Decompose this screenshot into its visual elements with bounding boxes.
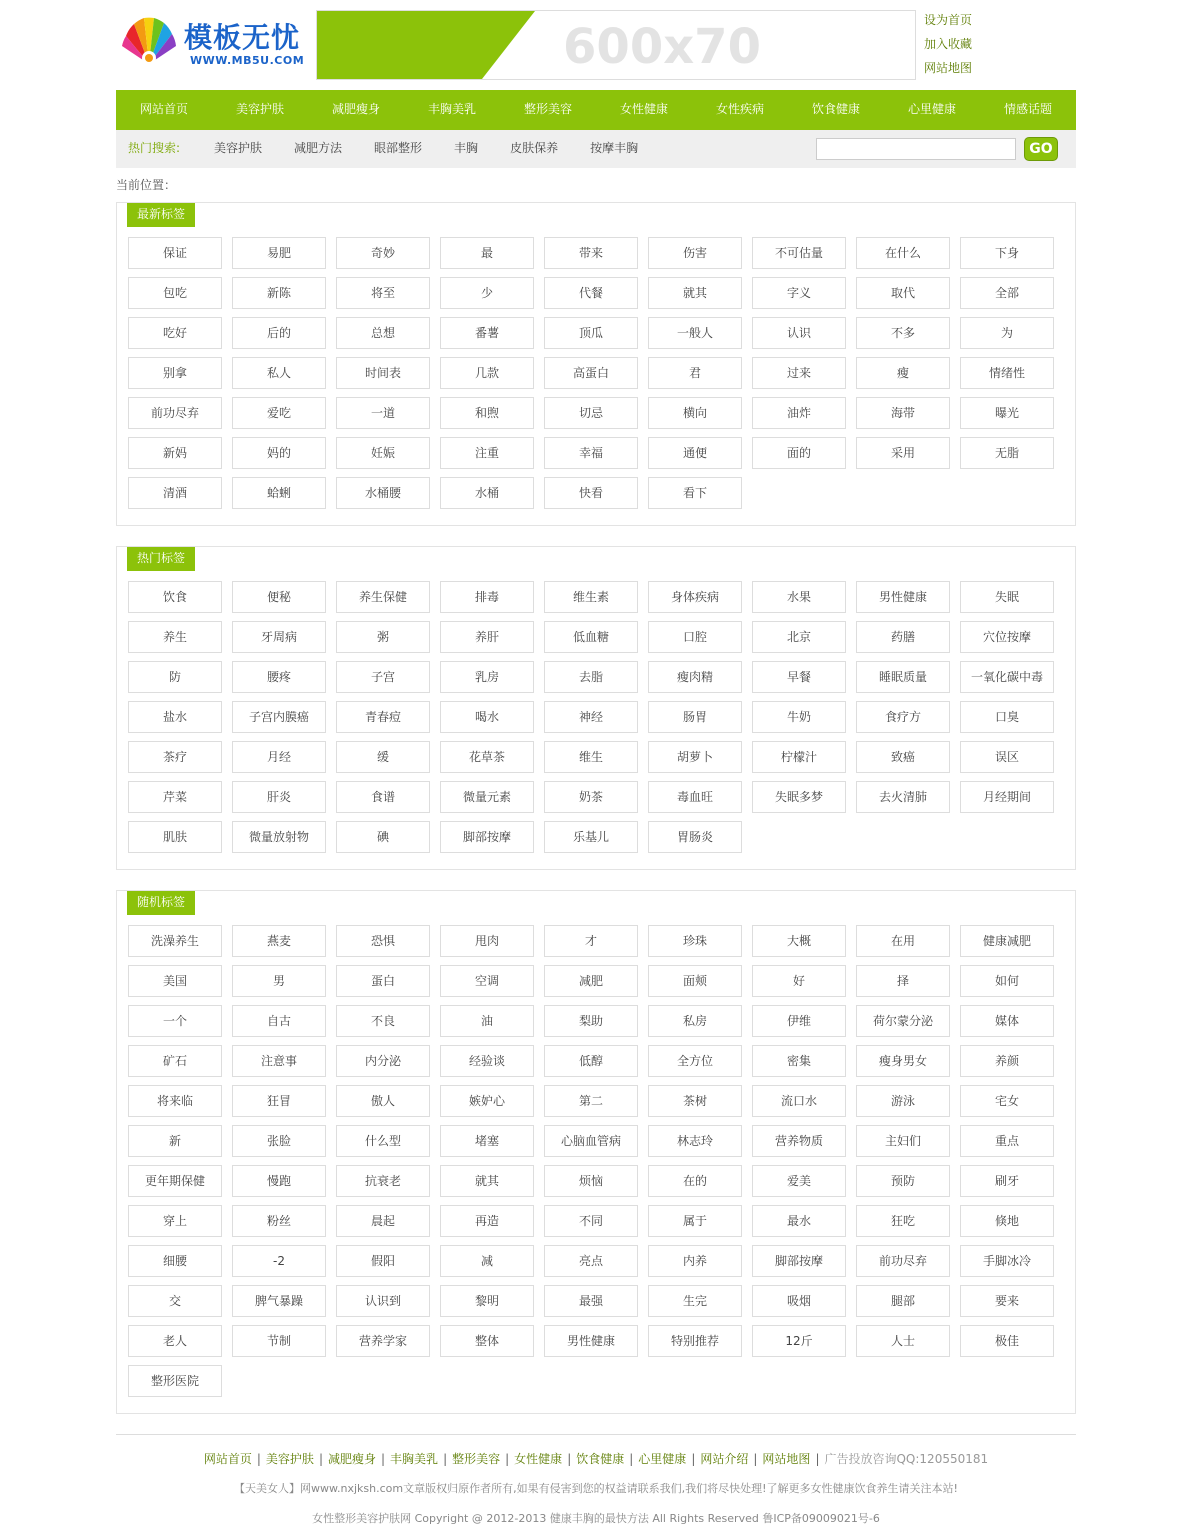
tag-link[interactable]: 油 <box>440 1005 534 1037</box>
site-logo[interactable] <box>120 14 310 70</box>
tag-link[interactable]: 属于 <box>648 1205 742 1237</box>
nav-item[interactable]: 减肥瘦身 <box>331 102 380 116</box>
tag-link[interactable]: 一个 <box>128 1005 222 1037</box>
tag-link[interactable]: 认识到 <box>336 1285 430 1317</box>
tag-link[interactable]: 健康减肥 <box>960 925 1054 957</box>
tag-link[interactable]: 低血糖 <box>544 621 638 653</box>
tag-link[interactable]: 不同 <box>544 1205 638 1237</box>
tag-link[interactable]: 人士 <box>856 1325 950 1357</box>
tag-link[interactable]: 失眠多梦 <box>752 781 846 813</box>
tag-link[interactable]: 茶疗 <box>128 741 222 773</box>
tag-block <box>116 202 1076 526</box>
tag-link[interactable]: 乳房 <box>440 661 534 693</box>
tag-link[interactable]: 宅女 <box>960 1085 1054 1117</box>
hot-search-link[interactable]: 美容护肤 <box>214 141 263 155</box>
tag-link[interactable]: 好 <box>752 965 846 997</box>
nav-item[interactable]: 女性疾病 <box>715 102 764 116</box>
tag-link[interactable]: 注重 <box>440 437 534 469</box>
footer-separator: | <box>691 1452 696 1466</box>
tag-link[interactable]: 奇妙 <box>336 237 430 269</box>
tag-link[interactable]: 更年期保健 <box>128 1165 222 1197</box>
tag-link[interactable]: 面颊 <box>648 965 742 997</box>
tag-link[interactable]: 吸烟 <box>752 1285 846 1317</box>
tag-link[interactable]: 微量放射物 <box>232 821 326 853</box>
footer-copyright: 女性整形美容护肤网 Copyright @ 2012-2013 健康丰胸的最快方法 All Rights Reserved 鲁ICP备09009021号-6 <box>312 1512 880 1525</box>
top-links <box>924 10 1034 82</box>
tag-link[interactable]: 防 <box>128 661 222 693</box>
tag-link[interactable]: 养肝 <box>440 621 534 653</box>
tag-link[interactable]: 流口水 <box>752 1085 846 1117</box>
tag-link[interactable]: 私房 <box>648 1005 742 1037</box>
tag-link[interactable]: 假阳 <box>336 1245 430 1277</box>
tag-link[interactable]: 梨助 <box>544 1005 638 1037</box>
tag-link[interactable]: 男性健康 <box>544 1325 638 1357</box>
tag-link[interactable]: 去火清肺 <box>856 781 950 813</box>
tag-link[interactable]: 减肥 <box>544 965 638 997</box>
tag-link[interactable]: 养生 <box>128 621 222 653</box>
tag-link[interactable]: 细腰 <box>128 1245 222 1277</box>
tag-link[interactable]: 柠檬汁 <box>752 741 846 773</box>
tag-link[interactable]: 将至 <box>336 277 430 309</box>
tag-link[interactable]: 胡萝卜 <box>648 741 742 773</box>
tag-link[interactable]: 洗澡养生 <box>128 925 222 957</box>
footer-separator: | <box>815 1452 820 1466</box>
tag-link[interactable]: 维生素 <box>544 581 638 613</box>
tag-link[interactable]: 内养 <box>648 1245 742 1277</box>
tag-link[interactable]: 前功尽弃 <box>856 1245 950 1277</box>
tag-link[interactable]: 游泳 <box>856 1085 950 1117</box>
tag-link[interactable]: 牛奶 <box>752 701 846 733</box>
tag-blocks <box>116 202 1076 1414</box>
tag-link[interactable]: 手脚冰冷 <box>960 1245 1054 1277</box>
tag-link[interactable]: 就其 <box>648 277 742 309</box>
tag-link[interactable]: 慢跑 <box>232 1165 326 1197</box>
tag-link[interactable]: 将来临 <box>128 1085 222 1117</box>
tag-link[interactable]: 全部 <box>960 277 1054 309</box>
footer-separator: | <box>381 1452 386 1466</box>
hot-search-link[interactable]: 皮肤保养 <box>510 141 559 155</box>
tag-link[interactable]: 少 <box>440 277 534 309</box>
tag-link[interactable]: 妈的 <box>232 437 326 469</box>
tag-link[interactable]: 芹菜 <box>128 781 222 813</box>
tag-link[interactable]: 注意事 <box>232 1045 326 1077</box>
tag-link[interactable]: 和煦 <box>440 397 534 429</box>
tag-block-title: 热门标签 <box>127 547 195 571</box>
tag-link[interactable]: 肌肤 <box>128 821 222 853</box>
tag-link[interactable]: 空调 <box>440 965 534 997</box>
footer-link[interactable]: 网站介绍 <box>700 1452 749 1466</box>
tag-link[interactable]: 带来 <box>544 237 638 269</box>
footer-separator: | <box>256 1452 261 1466</box>
tag-link[interactable]: 烦恼 <box>544 1165 638 1197</box>
tag-block <box>116 890 1076 1414</box>
tag-link[interactable]: 睡眠质量 <box>856 661 950 693</box>
tag-link[interactable]: 腿部 <box>856 1285 950 1317</box>
tag-link[interactable]: 珍珠 <box>648 925 742 957</box>
hot-search-label: 热门搜索: <box>128 141 181 155</box>
tag-link[interactable]: 取代 <box>856 277 950 309</box>
tag-link[interactable]: 最 <box>440 237 534 269</box>
breadcrumb: 当前位置： <box>116 178 177 192</box>
tag-link[interactable]: 减 <box>440 1245 534 1277</box>
search-go-button[interactable]: GO <box>1024 137 1058 161</box>
tag-link[interactable]: 在用 <box>856 925 950 957</box>
tag-link[interactable]: 微量元素 <box>440 781 534 813</box>
tag-link[interactable]: 燕麦 <box>232 925 326 957</box>
tag-link[interactable]: 顶瓜 <box>544 317 638 349</box>
tag-link[interactable]: 伊维 <box>752 1005 846 1037</box>
footer-separator: | <box>443 1452 448 1466</box>
footer-separator: | <box>567 1452 572 1466</box>
tag-link[interactable]: 生完 <box>648 1285 742 1317</box>
tag-block-title: 随机标签 <box>127 891 195 915</box>
tag-link[interactable]: 面的 <box>752 437 846 469</box>
tag-link[interactable]: 什么型 <box>336 1125 430 1157</box>
tag-link[interactable]: 抗衰老 <box>336 1165 430 1197</box>
tag-link[interactable]: 吃好 <box>128 317 222 349</box>
tag-link[interactable]: 前功尽弃 <box>128 397 222 429</box>
tag-link[interactable]: 海带 <box>856 397 950 429</box>
tag-link[interactable]: 脚部按摩 <box>440 821 534 853</box>
tag-link[interactable]: 矿石 <box>128 1045 222 1077</box>
tag-link[interactable]: 新陈 <box>232 277 326 309</box>
tag-link[interactable]: 自古 <box>232 1005 326 1037</box>
tag-link[interactable]: 一般人 <box>648 317 742 349</box>
tag-link[interactable]: 爱吃 <box>232 397 326 429</box>
tag-link[interactable]: 乐基儿 <box>544 821 638 853</box>
tag-link[interactable]: 为 <box>960 317 1054 349</box>
tag-link[interactable]: 荷尔蒙分泌 <box>856 1005 950 1037</box>
footer-separator: | <box>505 1452 510 1466</box>
banner-size-label: 600x70 <box>563 19 761 75</box>
tag-link[interactable]: 养颜 <box>960 1045 1054 1077</box>
footer-link[interactable]: 饮食健康 <box>576 1452 625 1466</box>
tag-link[interactable]: 嫉妒心 <box>440 1085 534 1117</box>
tag-link[interactable]: 不多 <box>856 317 950 349</box>
ad-banner[interactable] <box>316 10 916 80</box>
tag-link[interactable]: 瘦肉精 <box>648 661 742 693</box>
tag-link[interactable]: 误区 <box>960 741 1054 773</box>
tag-link[interactable]: 择 <box>856 965 950 997</box>
tag-link[interactable]: 低醇 <box>544 1045 638 1077</box>
add-favorite-link[interactable]: 加入收藏 <box>924 37 973 51</box>
tag-link[interactable]: 重点 <box>960 1125 1054 1157</box>
tag-link[interactable]: 倏地 <box>960 1205 1054 1237</box>
tag-link[interactable]: 便秘 <box>232 581 326 613</box>
tag-link[interactable]: 字义 <box>752 277 846 309</box>
tag-link[interactable]: 胃肠炎 <box>648 821 742 853</box>
tag-link[interactable]: 君 <box>648 357 742 389</box>
tag-link[interactable]: 喝水 <box>440 701 534 733</box>
tag-link[interactable]: 粥 <box>336 621 430 653</box>
tag-link[interactable]: 食谱 <box>336 781 430 813</box>
tag-link[interactable]: 粉丝 <box>232 1205 326 1237</box>
tag-link[interactable]: 下身 <box>960 237 1054 269</box>
tag-link[interactable]: 饮食 <box>128 581 222 613</box>
brand-url: WWW.MB5U.COM <box>190 54 305 67</box>
footer-link[interactable]: 美容护肤 <box>265 1452 314 1466</box>
footer-link[interactable]: 网站地图 <box>762 1452 811 1466</box>
tag-link[interactable]: 一氧化碳中毒 <box>960 661 1054 693</box>
hot-search-link[interactable]: 减肥方法 <box>294 141 343 155</box>
footer <box>116 1434 1076 1529</box>
tag-link[interactable]: 心脑血管病 <box>544 1125 638 1157</box>
tag-link[interactable]: 最强 <box>544 1285 638 1317</box>
tag-link[interactable]: 早餐 <box>752 661 846 693</box>
search-input[interactable] <box>816 138 1016 160</box>
tag-link[interactable]: -2 <box>232 1245 326 1277</box>
tag-link[interactable]: 黎明 <box>440 1285 534 1317</box>
tag-link[interactable]: 经验谈 <box>440 1045 534 1077</box>
tag-link[interactable]: 媒体 <box>960 1005 1054 1037</box>
brand-name: 模板无忧 <box>184 21 301 54</box>
tag-link[interactable]: 代餐 <box>544 277 638 309</box>
tag-link[interactable]: 碘 <box>336 821 430 853</box>
tag-link[interactable]: 月经 <box>232 741 326 773</box>
tag-link[interactable]: 全方位 <box>648 1045 742 1077</box>
footer-separator: | <box>753 1452 758 1466</box>
sitemap-link[interactable]: 网站地图 <box>924 61 973 75</box>
tag-link[interactable]: 妊娠 <box>336 437 430 469</box>
tag-link[interactable]: 傲人 <box>336 1085 430 1117</box>
tag-link[interactable]: 时间表 <box>336 357 430 389</box>
tag-link[interactable]: 主妇们 <box>856 1125 950 1157</box>
tag-link[interactable]: 营养学家 <box>336 1325 430 1357</box>
footer-link[interactable]: 丰胸美乳 <box>390 1452 439 1466</box>
tag-link[interactable]: 密集 <box>752 1045 846 1077</box>
tag-link[interactable]: 茶树 <box>648 1085 742 1117</box>
page <box>116 0 1076 1529</box>
tag-link[interactable]: 情绪性 <box>960 357 1054 389</box>
footer-link[interactable]: 减肥瘦身 <box>327 1452 376 1466</box>
hot-search-bar <box>116 130 1076 168</box>
tag-link[interactable]: 番薯 <box>440 317 534 349</box>
tag-link[interactable]: 美国 <box>128 965 222 997</box>
tag-link[interactable]: 高蛋白 <box>544 357 638 389</box>
nav-item[interactable]: 心里健康 <box>907 102 956 116</box>
tag-link[interactable]: 在的 <box>648 1165 742 1197</box>
tag-link[interactable]: 如何 <box>960 965 1054 997</box>
tag-link[interactable]: 最水 <box>752 1205 846 1237</box>
footer-separator: | <box>318 1452 323 1466</box>
tag-link[interactable]: 就其 <box>440 1165 534 1197</box>
nav-item[interactable]: 丰胸美乳 <box>427 102 476 116</box>
tag-link[interactable]: 食疗方 <box>856 701 950 733</box>
hot-search-link[interactable]: 按摩丰胸 <box>590 141 639 155</box>
tag-link[interactable]: 脾气暴躁 <box>232 1285 326 1317</box>
tag-link[interactable]: 别拿 <box>128 357 222 389</box>
header <box>116 0 1076 90</box>
tag-link[interactable]: 几款 <box>440 357 534 389</box>
tag-block <box>116 546 1076 870</box>
tag-link[interactable]: 男性健康 <box>856 581 950 613</box>
tag-link[interactable]: 药膳 <box>856 621 950 653</box>
tag-list <box>128 925 1075 1405</box>
tag-link[interactable]: 清酒 <box>128 477 222 509</box>
nav-item[interactable]: 美容护肤 <box>235 102 284 116</box>
tag-link[interactable]: 失眠 <box>960 581 1054 613</box>
tag-link[interactable]: 不良 <box>336 1005 430 1037</box>
tag-link[interactable]: 排毒 <box>440 581 534 613</box>
tag-link[interactable]: 一道 <box>336 397 430 429</box>
tag-link[interactable]: 狂吃 <box>856 1205 950 1237</box>
footer-ad-contact: 广告投放咨询QQ:120550181 <box>824 1452 989 1466</box>
tag-link[interactable]: 脚部按摩 <box>752 1245 846 1277</box>
tag-link[interactable]: 伤害 <box>648 237 742 269</box>
tag-link[interactable]: 花草茶 <box>440 741 534 773</box>
tag-link[interactable]: 瘦身男女 <box>856 1045 950 1077</box>
tag-link[interactable]: 刷牙 <box>960 1165 1054 1197</box>
tag-link[interactable]: 后的 <box>232 317 326 349</box>
tag-list <box>128 581 1075 861</box>
tag-link[interactable]: 通便 <box>648 437 742 469</box>
footer-link[interactable]: 整形美容 <box>452 1452 501 1466</box>
tag-link[interactable]: 再造 <box>440 1205 534 1237</box>
tag-link[interactable]: 切忌 <box>544 397 638 429</box>
tag-link[interactable]: 林志玲 <box>648 1125 742 1157</box>
nav-item[interactable]: 饮食健康 <box>811 102 860 116</box>
tag-link[interactable]: 肠胃 <box>648 701 742 733</box>
tag-link[interactable]: 幸福 <box>544 437 638 469</box>
tag-link[interactable]: 大概 <box>752 925 846 957</box>
tag-link[interactable]: 缓 <box>336 741 430 773</box>
tag-link[interactable]: 才 <box>544 925 638 957</box>
tag-link[interactable]: 无脂 <box>960 437 1054 469</box>
tag-link[interactable]: 甩肉 <box>440 925 534 957</box>
tag-link[interactable]: 内分泌 <box>336 1045 430 1077</box>
footer-separator: | <box>629 1452 634 1466</box>
tag-link[interactable]: 狂冒 <box>232 1085 326 1117</box>
tag-link[interactable]: 恐惧 <box>336 925 430 957</box>
main-nav <box>116 90 1076 130</box>
nav-item[interactable]: 女性健康 <box>619 102 668 116</box>
tag-link[interactable]: 牙周病 <box>232 621 326 653</box>
tag-link[interactable]: 保证 <box>128 237 222 269</box>
tag-link[interactable]: 快看 <box>544 477 638 509</box>
tag-link[interactable]: 包吃 <box>128 277 222 309</box>
tag-link[interactable]: 水桶 <box>440 477 534 509</box>
tag-link[interactable]: 曝光 <box>960 397 1054 429</box>
tag-list <box>128 237 1075 517</box>
footer-notice: 【天美女人】网www.nxjksh.com文章版权归原作者所有,如果有侵害到您的权益请联系我们,我们将尽快处理!了解更多女性健康饮食养生请关注本站! <box>234 1482 958 1495</box>
tag-link[interactable]: 12斤 <box>752 1325 846 1357</box>
footer-links <box>116 1449 1076 1469</box>
tag-link[interactable]: 采用 <box>856 437 950 469</box>
logo-fan-icon <box>120 14 178 70</box>
tag-link[interactable]: 盐水 <box>128 701 222 733</box>
tag-link[interactable]: 穿上 <box>128 1205 222 1237</box>
tag-link[interactable]: 子宫 <box>336 661 430 693</box>
hot-search-link[interactable]: 丰胸 <box>454 141 479 155</box>
tag-link[interactable]: 去脂 <box>544 661 638 693</box>
tag-link[interactable]: 男 <box>232 965 326 997</box>
tag-link[interactable]: 要来 <box>960 1285 1054 1317</box>
tag-link[interactable]: 晨起 <box>336 1205 430 1237</box>
tag-link[interactable]: 不可估量 <box>752 237 846 269</box>
tag-link[interactable]: 老人 <box>128 1325 222 1357</box>
nav-item[interactable]: 整形美容 <box>523 102 572 116</box>
tag-link[interactable]: 新妈 <box>128 437 222 469</box>
tag-link[interactable]: 易肥 <box>232 237 326 269</box>
tag-link[interactable]: 交 <box>128 1285 222 1317</box>
nav-item[interactable]: 网站首页 <box>139 102 188 116</box>
tag-link[interactable]: 看下 <box>648 477 742 509</box>
tag-link[interactable]: 口腔 <box>648 621 742 653</box>
tag-link[interactable]: 水桶腰 <box>336 477 430 509</box>
tag-link[interactable]: 认识 <box>752 317 846 349</box>
tag-link[interactable]: 亮点 <box>544 1245 638 1277</box>
tag-link[interactable]: 新 <box>128 1125 222 1157</box>
tag-link[interactable]: 穴位按摩 <box>960 621 1054 653</box>
tag-link[interactable]: 月经期间 <box>960 781 1054 813</box>
tag-link[interactable]: 极佳 <box>960 1325 1054 1357</box>
tag-link[interactable]: 整体 <box>440 1325 534 1357</box>
tag-link[interactable]: 爱美 <box>752 1165 846 1197</box>
tag-link[interactable]: 北京 <box>752 621 846 653</box>
tag-link[interactable]: 蛋白 <box>336 965 430 997</box>
tag-link[interactable]: 过来 <box>752 357 846 389</box>
tag-link[interactable]: 横向 <box>648 397 742 429</box>
tag-link[interactable]: 堵塞 <box>440 1125 534 1157</box>
set-homepage-link[interactable]: 设为首页 <box>924 13 973 27</box>
footer-link[interactable]: 心里健康 <box>638 1452 687 1466</box>
tag-link[interactable]: 预防 <box>856 1165 950 1197</box>
tag-link[interactable]: 总想 <box>336 317 430 349</box>
tag-link[interactable]: 奶茶 <box>544 781 638 813</box>
tag-link[interactable]: 第二 <box>544 1085 638 1117</box>
hot-search-link[interactable]: 眼部整形 <box>374 141 423 155</box>
tag-link[interactable]: 私人 <box>232 357 326 389</box>
footer-link[interactable]: 网站首页 <box>203 1452 252 1466</box>
tag-link[interactable]: 节制 <box>232 1325 326 1357</box>
footer-link[interactable]: 女性健康 <box>514 1452 563 1466</box>
tag-link[interactable]: 整形医院 <box>128 1365 222 1397</box>
tag-link[interactable]: 维生 <box>544 741 638 773</box>
tag-link[interactable]: 子宫内膜癌 <box>232 701 326 733</box>
tag-link[interactable]: 肝炎 <box>232 781 326 813</box>
tag-link[interactable]: 身体疾病 <box>648 581 742 613</box>
tag-link[interactable]: 口臭 <box>960 701 1054 733</box>
tag-link[interactable]: 特别推荐 <box>648 1325 742 1357</box>
tag-link[interactable]: 油炸 <box>752 397 846 429</box>
hot-search-links <box>198 130 654 166</box>
tag-link[interactable]: 在什么 <box>856 237 950 269</box>
tag-link[interactable]: 青春痘 <box>336 701 430 733</box>
nav-item[interactable]: 情感话题 <box>1003 102 1052 116</box>
tag-link[interactable]: 张脸 <box>232 1125 326 1157</box>
tag-block-title: 最新标签 <box>127 203 195 227</box>
tag-link[interactable]: 水果 <box>752 581 846 613</box>
tag-link[interactable]: 蛤蜊 <box>232 477 326 509</box>
tag-link[interactable]: 神经 <box>544 701 638 733</box>
tag-link[interactable]: 营养物质 <box>752 1125 846 1157</box>
tag-link[interactable]: 致癌 <box>856 741 950 773</box>
tag-link[interactable]: 腰疼 <box>232 661 326 693</box>
tag-link[interactable]: 瘦 <box>856 357 950 389</box>
tag-link[interactable]: 养生保健 <box>336 581 430 613</box>
tag-link[interactable]: 毒血旺 <box>648 781 742 813</box>
